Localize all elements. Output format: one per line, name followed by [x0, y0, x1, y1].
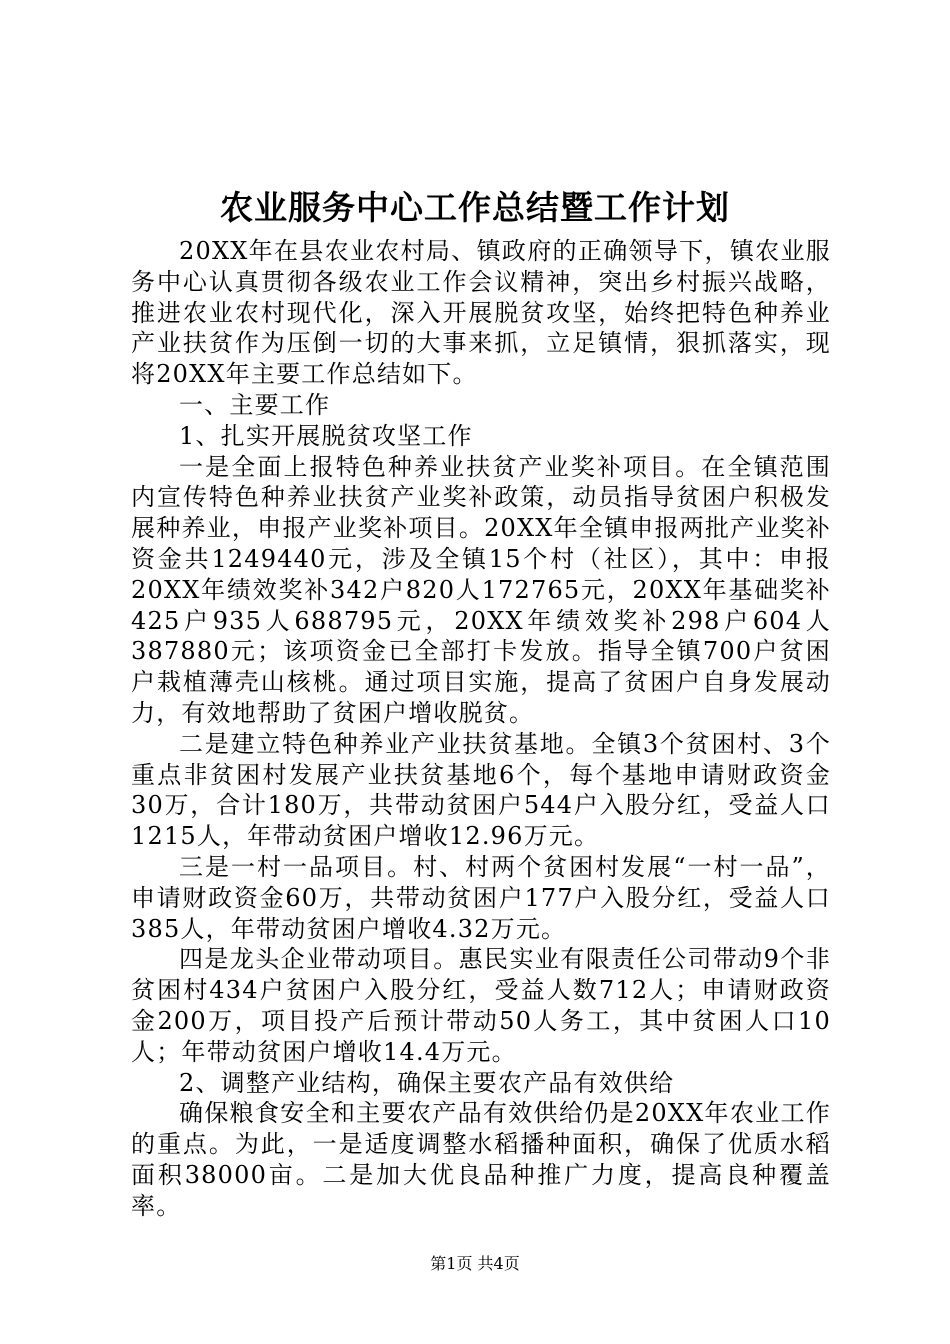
subsection-heading-poverty: 1、扎实开展脱贫攻坚工作 [179, 421, 473, 450]
paragraph-item-four: 四是龙头企业带动项目。惠民实业有限责任公司带动9个非贫困村434户贫困户入股分红，受益人数712人；申请财政资金200万，项目投产后预计带动50人务工，其中贫困人口10人；年带动贫困户增收14.4万元。 [131, 945, 831, 1066]
paragraph-item-two: 二是建立特色种养业产业扶贫基地。全镇3个贫困村、3个重点非贫困村发展产业扶贫基地6个，每个基地申请财政资金30万，合计180万，共带动贫困户544户入股分红，受益人口1215人，年带动贫困户增收12.96万元。 [131, 729, 831, 851]
paragraph-item-one: 一是全面上报特色种养业扶贫产业奖补项目。在全镇范围内宣传特色种养业扶贫产业奖补政策，动员指导贫困户积极发展种养业，申报产业奖补项目。20XX年全镇申报两批产业奖补资金共1249440元，涉及全镇15个村（社区），其中：申报20XX年绩效奖补342户820人172765元，20XX年基础奖补425户935人688795元，20XX年绩效奖补298户604人387880元；该项资金已全部打卡发放。指导全镇700户贫困户栽植薄壳山核桃。通过项目实施，提高了贫困户自身发展动力，有效地帮助了贫困户增收脱贫。 [131, 452, 831, 727]
document-body [131, 236, 831, 1222]
subsection-heading-structure: 2、调整产业结构，确保主要农产品有效供给 [179, 1068, 675, 1097]
paragraph-item-three: 三是一村一品项目。村、村两个贫困村发展“一村一品”，申请财政资金60万，共带动贫困户177户入股分红，受益人口385人，年带动贫困户增收4.32万元。 [131, 852, 831, 943]
document-title: 农业服务中心工作总结暨工作计划 [220, 188, 730, 227]
page-footer: 第1页 共4页 [430, 1254, 520, 1273]
paragraph-food-security: 确保粮食安全和主要农产品有效供给仍是20XX年农业工作的重点。为此，一是适度调整水稻播种面积，确保了优质水稻面积38000亩。二是加大优良品种推广力度，提高良种覆盖率。 [131, 1099, 831, 1220]
section-heading-main-work: 一、主要工作 [179, 390, 331, 419]
intro-paragraph: 20XX年在县农业农村局、镇政府的正确领导下，镇农业服务中心认真贯彻各级农业工作会议精神，突出乡村振兴战略，推进农业农村现代化，深入开展脱贫攻坚，始终把特色种养业产业扶贫作为压倒一切的大事来抓，立足镇情，狠抓落实，现将20XX年主要工作总结如下。 [131, 237, 831, 389]
